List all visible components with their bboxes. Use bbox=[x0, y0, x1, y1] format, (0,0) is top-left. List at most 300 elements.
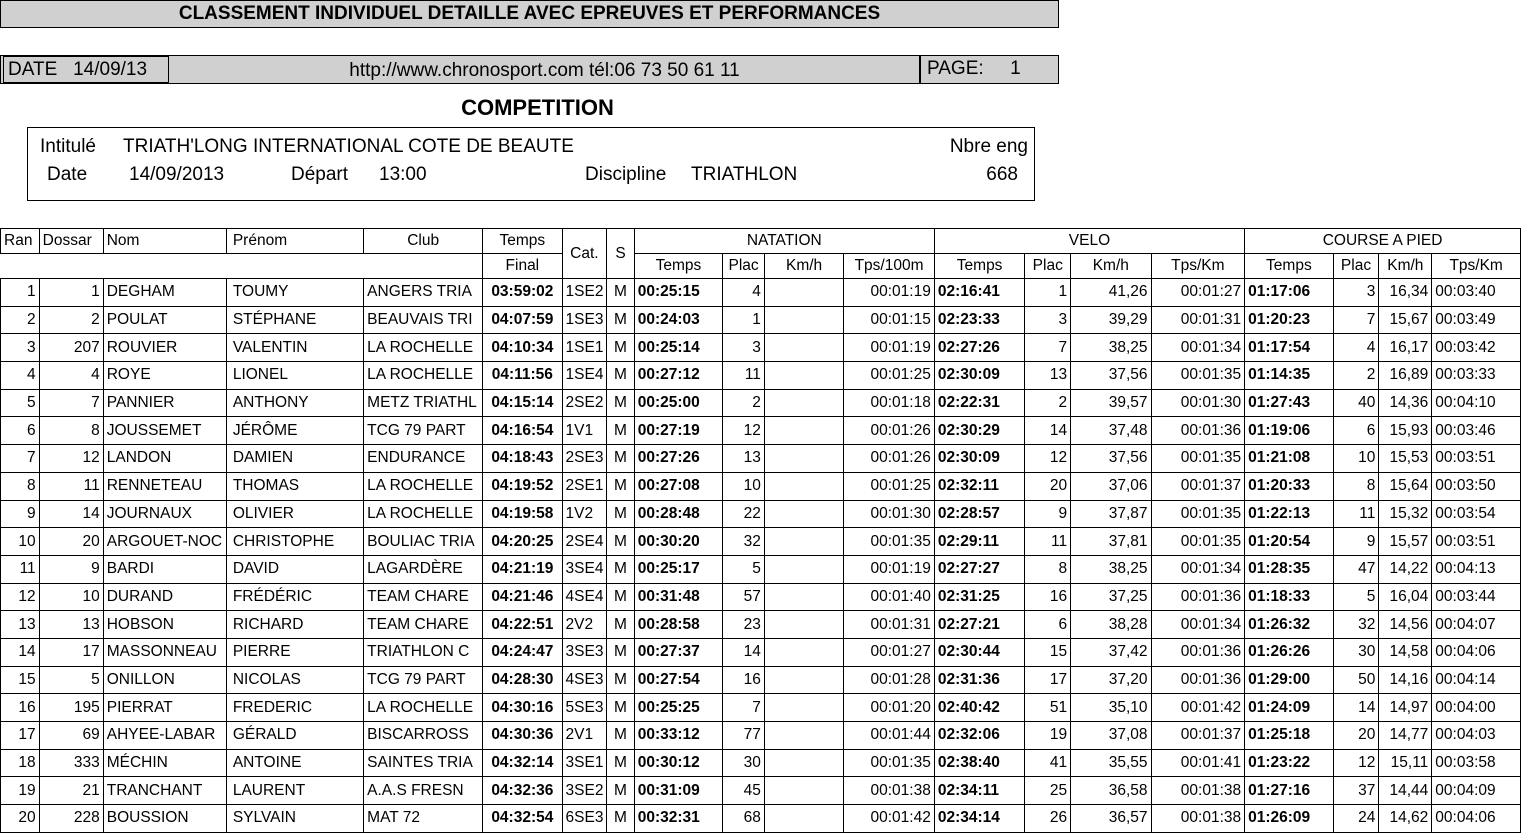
cell-velo-place: 7 bbox=[1025, 334, 1071, 362]
cell-club: TCG 79 PART bbox=[364, 417, 483, 445]
cell-natation-place: 11 bbox=[723, 362, 765, 390]
cell-course-tpskm: 00:03:44 bbox=[1432, 583, 1521, 611]
cell-velo-temps: 02:30:44 bbox=[934, 638, 1025, 666]
cell-rank: 18 bbox=[1, 749, 40, 777]
cell-course-temps: 01:25:18 bbox=[1245, 722, 1334, 750]
cell-temps-final: 03:59:02 bbox=[483, 279, 562, 307]
table-row bbox=[1, 279, 1521, 307]
cell-course-temps: 01:18:33 bbox=[1245, 583, 1334, 611]
cell-course-tpskm: 00:03:50 bbox=[1432, 472, 1521, 500]
cell-natation-kmh bbox=[764, 777, 843, 805]
cell-velo-place: 13 bbox=[1025, 362, 1071, 390]
cell-natation-temps: 00:25:00 bbox=[634, 389, 723, 417]
cell-club: METZ TRIATHL bbox=[364, 389, 483, 417]
cell-prenom: LIONEL bbox=[226, 362, 363, 390]
cell-natation-kmh bbox=[764, 528, 843, 556]
cell-prenom: CHRISTOPHE bbox=[226, 528, 363, 556]
cell-sexe: M bbox=[607, 805, 634, 833]
cell-natation-place: 1 bbox=[723, 306, 765, 334]
cell-velo-tpskm: 00:01:37 bbox=[1151, 722, 1245, 750]
cell-categorie: 2V1 bbox=[562, 722, 607, 750]
date-value: 14/09/2013 bbox=[129, 164, 225, 185]
cell-natation-kmh bbox=[764, 445, 843, 473]
cell-nom: ROYE bbox=[103, 362, 226, 390]
cell-velo-place: 9 bbox=[1025, 500, 1071, 528]
cell-nom: AHYEE-LABAR bbox=[103, 722, 226, 750]
cell-sexe: M bbox=[607, 611, 634, 639]
cell-rank: 3 bbox=[1, 334, 40, 362]
cell-course-kmh: 16,89 bbox=[1379, 362, 1432, 390]
cell-club: TCG 79 PART bbox=[364, 666, 483, 694]
cell-nom: PANNIER bbox=[103, 389, 226, 417]
cell-course-temps: 01:24:09 bbox=[1245, 694, 1334, 722]
header-club: Club bbox=[364, 229, 483, 254]
cell-course-temps: 01:28:35 bbox=[1245, 555, 1334, 583]
table-row bbox=[1, 389, 1521, 417]
cell-prenom: PIERRE bbox=[226, 638, 363, 666]
competition-box bbox=[27, 127, 1035, 201]
cell-natation-kmh bbox=[764, 500, 843, 528]
cell-velo-place: 8 bbox=[1025, 555, 1071, 583]
cell-natation-kmh bbox=[764, 417, 843, 445]
cell-categorie: 2V2 bbox=[562, 611, 607, 639]
cell-rank: 16 bbox=[1, 694, 40, 722]
cell-natation-tps100m: 00:01:18 bbox=[844, 389, 935, 417]
cell-categorie: 1SE3 bbox=[562, 306, 607, 334]
cell-rank: 11 bbox=[1, 555, 40, 583]
header-natation: NATATION bbox=[634, 229, 934, 254]
cell-prenom: VALENTIN bbox=[226, 334, 363, 362]
cell-course-tpskm: 00:03:51 bbox=[1432, 528, 1521, 556]
cell-course-place: 9 bbox=[1333, 528, 1379, 556]
cell-velo-place: 20 bbox=[1025, 472, 1071, 500]
cell-course-kmh: 16,04 bbox=[1379, 583, 1432, 611]
cell-sexe: M bbox=[607, 694, 634, 722]
cell-course-kmh: 14,62 bbox=[1379, 805, 1432, 833]
cell-velo-temps: 02:27:21 bbox=[934, 611, 1025, 639]
cell-course-kmh: 15,11 bbox=[1379, 749, 1432, 777]
cell-velo-kmh: 36,57 bbox=[1071, 805, 1151, 833]
cell-categorie: 1SE2 bbox=[562, 279, 607, 307]
cell-natation-tps100m: 00:01:19 bbox=[844, 555, 935, 583]
cell-club: TRIATHLON C bbox=[364, 638, 483, 666]
cell-nom: DEGHAM bbox=[103, 279, 226, 307]
cell-temps-final: 04:18:43 bbox=[483, 445, 562, 473]
results-table bbox=[0, 228, 1521, 833]
cell-natation-temps: 00:28:58 bbox=[634, 611, 723, 639]
cell-course-kmh: 14,97 bbox=[1379, 694, 1432, 722]
cell-club: ANGERS TRIA bbox=[364, 279, 483, 307]
cell-sexe: M bbox=[607, 334, 634, 362]
cell-natation-place: 7 bbox=[723, 694, 765, 722]
header-prenom: Prénom bbox=[226, 229, 363, 254]
cell-prenom: GÉRALD bbox=[226, 722, 363, 750]
cell-temps-final: 04:32:14 bbox=[483, 749, 562, 777]
cell-nom: ONILLON bbox=[103, 666, 226, 694]
info-bar bbox=[0, 55, 1059, 84]
cell-velo-place: 15 bbox=[1025, 638, 1071, 666]
cell-natation-temps: 00:28:48 bbox=[634, 500, 723, 528]
cell-categorie: 2SE4 bbox=[562, 528, 607, 556]
cell-dossard: 69 bbox=[39, 722, 103, 750]
nbre-eng-value: 668 bbox=[986, 164, 1018, 185]
cell-natation-temps: 00:27:12 bbox=[634, 362, 723, 390]
cell-course-temps: 01:20:54 bbox=[1245, 528, 1334, 556]
cell-prenom: ANTHONY bbox=[226, 389, 363, 417]
table-row bbox=[1, 500, 1521, 528]
depart-label: Départ bbox=[291, 164, 349, 185]
cell-velo-kmh: 37,42 bbox=[1071, 638, 1151, 666]
discipline-value: TRIATHLON bbox=[691, 164, 798, 185]
cell-sexe: M bbox=[607, 638, 634, 666]
cell-dossard: 10 bbox=[39, 583, 103, 611]
table-row bbox=[1, 445, 1521, 473]
cell-velo-kmh: 41,26 bbox=[1071, 279, 1151, 307]
cell-course-tpskm: 00:04:07 bbox=[1432, 611, 1521, 639]
cell-natation-place: 16 bbox=[723, 666, 765, 694]
cell-club: BISCARROSS bbox=[364, 722, 483, 750]
cell-velo-temps: 02:32:06 bbox=[934, 722, 1025, 750]
cell-temps-final: 04:32:54 bbox=[483, 805, 562, 833]
cell-categorie: 2SE2 bbox=[562, 389, 607, 417]
cell-course-temps: 01:14:35 bbox=[1245, 362, 1334, 390]
cell-velo-place: 12 bbox=[1025, 445, 1071, 473]
cell-natation-kmh bbox=[764, 555, 843, 583]
cell-velo-kmh: 37,56 bbox=[1071, 445, 1151, 473]
cell-temps-final: 04:11:56 bbox=[483, 362, 562, 390]
cell-nom: JOUSSEMET bbox=[103, 417, 226, 445]
table-row bbox=[1, 555, 1521, 583]
cell-velo-kmh: 37,48 bbox=[1071, 417, 1151, 445]
header-cat: Cat. bbox=[562, 229, 607, 279]
cell-sexe: M bbox=[607, 749, 634, 777]
table-row bbox=[1, 334, 1521, 362]
header-nat-tps: Tps/100m bbox=[844, 254, 935, 279]
cell-velo-tpskm: 00:01:35 bbox=[1151, 362, 1245, 390]
header-velo-kmh: Km/h bbox=[1071, 254, 1151, 279]
cell-natation-place: 77 bbox=[723, 722, 765, 750]
cell-sexe: M bbox=[607, 445, 634, 473]
cell-natation-kmh bbox=[764, 583, 843, 611]
table-row bbox=[1, 666, 1521, 694]
cell-course-temps: 01:17:54 bbox=[1245, 334, 1334, 362]
cell-course-kmh: 14,36 bbox=[1379, 389, 1432, 417]
competition-heading: COMPETITION bbox=[461, 95, 614, 120]
cell-velo-temps: 02:30:09 bbox=[934, 362, 1025, 390]
cell-course-tpskm: 00:04:09 bbox=[1432, 777, 1521, 805]
header-nat-plac: Plac bbox=[723, 254, 765, 279]
cell-sexe: M bbox=[607, 389, 634, 417]
cell-rank: 20 bbox=[1, 805, 40, 833]
cell-velo-temps: 02:27:26 bbox=[934, 334, 1025, 362]
cell-rank: 1 bbox=[1, 279, 40, 307]
cell-course-place: 4 bbox=[1333, 334, 1379, 362]
cell-natation-tps100m: 00:01:28 bbox=[844, 666, 935, 694]
cell-club: SAINTES TRIA bbox=[364, 749, 483, 777]
cell-course-tpskm: 00:03:58 bbox=[1432, 749, 1521, 777]
cell-prenom: STÉPHANE bbox=[226, 306, 363, 334]
cell-rank: 5 bbox=[1, 389, 40, 417]
cell-natation-place: 45 bbox=[723, 777, 765, 805]
cell-club: TEAM CHARE bbox=[364, 611, 483, 639]
cell-sexe: M bbox=[607, 528, 634, 556]
header-nat-temps: Temps bbox=[634, 254, 723, 279]
cell-categorie: 1V1 bbox=[562, 417, 607, 445]
cell-dossard: 21 bbox=[39, 777, 103, 805]
results-body bbox=[1, 279, 1521, 833]
cell-course-kmh: 15,67 bbox=[1379, 306, 1432, 334]
table-row bbox=[1, 638, 1521, 666]
cell-course-tpskm: 00:04:14 bbox=[1432, 666, 1521, 694]
cell-velo-temps: 02:38:40 bbox=[934, 749, 1025, 777]
cell-nom: ARGOUET-NOC bbox=[103, 528, 226, 556]
cell-temps-final: 04:30:16 bbox=[483, 694, 562, 722]
cell-natation-place: 5 bbox=[723, 555, 765, 583]
cell-natation-place: 30 bbox=[723, 749, 765, 777]
cell-velo-tpskm: 00:01:27 bbox=[1151, 279, 1245, 307]
cell-natation-kmh bbox=[764, 611, 843, 639]
cell-categorie: 3SE1 bbox=[562, 749, 607, 777]
cell-natation-temps: 00:25:15 bbox=[634, 279, 723, 307]
cell-natation-tps100m: 00:01:19 bbox=[844, 334, 935, 362]
cell-natation-tps100m: 00:01:31 bbox=[844, 611, 935, 639]
cell-prenom: FREDERIC bbox=[226, 694, 363, 722]
cell-velo-kmh: 38,25 bbox=[1071, 334, 1151, 362]
cell-velo-tpskm: 00:01:34 bbox=[1151, 555, 1245, 583]
cell-categorie: 5SE3 bbox=[562, 694, 607, 722]
cell-club: LA ROCHELLE bbox=[364, 472, 483, 500]
cell-sexe: M bbox=[607, 722, 634, 750]
cell-natation-temps: 00:27:08 bbox=[634, 472, 723, 500]
cell-natation-tps100m: 00:01:35 bbox=[844, 749, 935, 777]
header-sex: S bbox=[607, 229, 634, 279]
cell-velo-place: 25 bbox=[1025, 777, 1071, 805]
cell-club: BOULIAC TRIA bbox=[364, 528, 483, 556]
cell-dossard: 228 bbox=[39, 805, 103, 833]
cell-categorie: 1SE1 bbox=[562, 334, 607, 362]
cell-temps-final: 04:15:14 bbox=[483, 389, 562, 417]
cell-velo-tpskm: 00:01:41 bbox=[1151, 749, 1245, 777]
cell-course-tpskm: 00:03:40 bbox=[1432, 279, 1521, 307]
cell-velo-kmh: 36,58 bbox=[1071, 777, 1151, 805]
cell-velo-tpskm: 00:01:35 bbox=[1151, 500, 1245, 528]
cell-prenom: ANTOINE bbox=[226, 749, 363, 777]
cell-prenom: FRÉDÉRIC bbox=[226, 583, 363, 611]
cell-velo-temps: 02:27:27 bbox=[934, 555, 1025, 583]
cell-prenom: SYLVAIN bbox=[226, 805, 363, 833]
header-cap-kmh: Km/h bbox=[1379, 254, 1432, 279]
cell-temps-final: 04:20:25 bbox=[483, 528, 562, 556]
cell-prenom: LAURENT bbox=[226, 777, 363, 805]
cell-sexe: M bbox=[607, 417, 634, 445]
cell-rank: 6 bbox=[1, 417, 40, 445]
cell-course-tpskm: 00:04:06 bbox=[1432, 638, 1521, 666]
cell-prenom: OLIVIER bbox=[226, 500, 363, 528]
cell-natation-place: 12 bbox=[723, 417, 765, 445]
cell-velo-place: 16 bbox=[1025, 583, 1071, 611]
table-row bbox=[1, 417, 1521, 445]
cell-natation-tps100m: 00:01:42 bbox=[844, 805, 935, 833]
cell-velo-kmh: 37,87 bbox=[1071, 500, 1151, 528]
cell-sexe: M bbox=[607, 279, 634, 307]
cell-nom: RENNETEAU bbox=[103, 472, 226, 500]
cell-natation-kmh bbox=[764, 334, 843, 362]
cell-course-tpskm: 00:03:49 bbox=[1432, 306, 1521, 334]
cell-sexe: M bbox=[607, 362, 634, 390]
report-title: CLASSEMENT INDIVIDUEL DETAILLE AVEC EPREUVES ET PERFORMANCES bbox=[0, 0, 1059, 28]
cell-categorie: 3SE2 bbox=[562, 777, 607, 805]
table-row bbox=[1, 583, 1521, 611]
cell-course-place: 10 bbox=[1333, 445, 1379, 473]
cell-velo-kmh: 38,28 bbox=[1071, 611, 1151, 639]
cell-dossard: 195 bbox=[39, 694, 103, 722]
cell-course-place: 24 bbox=[1333, 805, 1379, 833]
cell-velo-kmh: 37,25 bbox=[1071, 583, 1151, 611]
header-final: Final bbox=[483, 254, 562, 279]
cell-club: LA ROCHELLE bbox=[364, 334, 483, 362]
cell-course-tpskm: 00:03:42 bbox=[1432, 334, 1521, 362]
cell-natation-temps: 00:27:26 bbox=[634, 445, 723, 473]
cell-nom: JOURNAUX bbox=[103, 500, 226, 528]
cell-velo-tpskm: 00:01:36 bbox=[1151, 666, 1245, 694]
table-row bbox=[1, 611, 1521, 639]
header-dossard: Dossar bbox=[39, 229, 103, 254]
cell-velo-temps: 02:29:11 bbox=[934, 528, 1025, 556]
cell-velo-temps: 02:31:36 bbox=[934, 666, 1025, 694]
cell-velo-kmh: 37,08 bbox=[1071, 722, 1151, 750]
cell-nom: LANDON bbox=[103, 445, 226, 473]
cell-course-temps: 01:26:32 bbox=[1245, 611, 1334, 639]
cell-dossard: 14 bbox=[39, 500, 103, 528]
cell-natation-tps100m: 00:01:15 bbox=[844, 306, 935, 334]
cell-velo-tpskm: 00:01:35 bbox=[1151, 528, 1245, 556]
cell-natation-temps: 00:30:20 bbox=[634, 528, 723, 556]
cell-categorie: 3SE4 bbox=[562, 555, 607, 583]
cell-natation-temps: 00:27:37 bbox=[634, 638, 723, 666]
header-velo-temps: Temps bbox=[934, 254, 1025, 279]
cell-dossard: 8 bbox=[39, 417, 103, 445]
cell-club: LAGARDÈRE bbox=[364, 555, 483, 583]
page-label: PAGE: bbox=[927, 58, 984, 79]
cell-course-place: 5 bbox=[1333, 583, 1379, 611]
cell-course-kmh: 16,34 bbox=[1379, 279, 1432, 307]
cell-natation-place: 14 bbox=[723, 638, 765, 666]
header-velo: VELO bbox=[934, 229, 1244, 254]
cell-course-tpskm: 00:04:10 bbox=[1432, 389, 1521, 417]
cell-course-temps: 01:26:09 bbox=[1245, 805, 1334, 833]
cell-sexe: M bbox=[607, 666, 634, 694]
cell-natation-kmh bbox=[764, 472, 843, 500]
cell-course-kmh: 14,77 bbox=[1379, 722, 1432, 750]
intitule-value: TRIATH'LONG INTERNATIONAL COTE DE BEAUTE bbox=[123, 136, 574, 157]
cell-velo-temps: 02:23:33 bbox=[934, 306, 1025, 334]
cell-natation-temps: 00:27:54 bbox=[634, 666, 723, 694]
cell-nom: MÉCHIN bbox=[103, 749, 226, 777]
cell-natation-place: 32 bbox=[723, 528, 765, 556]
cell-velo-tpskm: 00:01:36 bbox=[1151, 638, 1245, 666]
cell-velo-kmh: 35,10 bbox=[1071, 694, 1151, 722]
table-row bbox=[1, 472, 1521, 500]
cell-nom: ROUVIER bbox=[103, 334, 226, 362]
cell-natation-kmh bbox=[764, 279, 843, 307]
cell-rank: 17 bbox=[1, 722, 40, 750]
cell-temps-final: 04:10:34 bbox=[483, 334, 562, 362]
cell-temps-final: 04:16:54 bbox=[483, 417, 562, 445]
cell-club: ENDURANCE bbox=[364, 445, 483, 473]
cell-sexe: M bbox=[607, 555, 634, 583]
cell-velo-kmh: 37,20 bbox=[1071, 666, 1151, 694]
date-label: DATE bbox=[8, 59, 58, 80]
cell-velo-place: 2 bbox=[1025, 389, 1071, 417]
cell-velo-tpskm: 00:01:34 bbox=[1151, 334, 1245, 362]
cell-course-tpskm: 00:04:00 bbox=[1432, 694, 1521, 722]
cell-natation-tps100m: 00:01:38 bbox=[844, 777, 935, 805]
cell-velo-place: 26 bbox=[1025, 805, 1071, 833]
cell-rank: 10 bbox=[1, 528, 40, 556]
cell-course-place: 6 bbox=[1333, 417, 1379, 445]
cell-natation-temps: 00:25:25 bbox=[634, 694, 723, 722]
cell-natation-place: 57 bbox=[723, 583, 765, 611]
cell-course-place: 3 bbox=[1333, 279, 1379, 307]
cell-course-temps: 01:20:33 bbox=[1245, 472, 1334, 500]
header-nom: Nom bbox=[103, 229, 226, 254]
cell-natation-kmh bbox=[764, 805, 843, 833]
cell-velo-kmh: 39,57 bbox=[1071, 389, 1151, 417]
cell-dossard: 20 bbox=[39, 528, 103, 556]
cell-rank: 14 bbox=[1, 638, 40, 666]
header-cap-temps: Temps bbox=[1245, 254, 1334, 279]
cell-categorie: 4SE4 bbox=[562, 583, 607, 611]
table-row bbox=[1, 528, 1521, 556]
cell-categorie: 1SE4 bbox=[562, 362, 607, 390]
cell-course-temps: 01:23:22 bbox=[1245, 749, 1334, 777]
cell-course-kmh: 14,58 bbox=[1379, 638, 1432, 666]
cell-course-kmh: 14,56 bbox=[1379, 611, 1432, 639]
cell-dossard: 11 bbox=[39, 472, 103, 500]
cell-course-place: 32 bbox=[1333, 611, 1379, 639]
cell-rank: 15 bbox=[1, 666, 40, 694]
cell-nom: BARDI bbox=[103, 555, 226, 583]
cell-velo-place: 3 bbox=[1025, 306, 1071, 334]
cell-natation-temps: 00:33:12 bbox=[634, 722, 723, 750]
cell-categorie: 4SE3 bbox=[562, 666, 607, 694]
cell-course-place: 20 bbox=[1333, 722, 1379, 750]
header-rank: Ran bbox=[1, 229, 40, 254]
cell-velo-tpskm: 00:01:37 bbox=[1151, 472, 1245, 500]
cell-velo-place: 14 bbox=[1025, 417, 1071, 445]
cell-temps-final: 04:22:51 bbox=[483, 611, 562, 639]
cell-natation-place: 10 bbox=[723, 472, 765, 500]
cell-course-kmh: 14,16 bbox=[1379, 666, 1432, 694]
cell-natation-kmh bbox=[764, 694, 843, 722]
cell-prenom: DAMIEN bbox=[226, 445, 363, 473]
cell-rank: 12 bbox=[1, 583, 40, 611]
cell-club: LA ROCHELLE bbox=[364, 362, 483, 390]
cell-prenom: TOUMY bbox=[226, 279, 363, 307]
cell-temps-final: 04:19:58 bbox=[483, 500, 562, 528]
header-nat-kmh: Km/h bbox=[764, 254, 843, 279]
cell-course-kmh: 15,32 bbox=[1379, 500, 1432, 528]
cell-velo-tpskm: 00:01:35 bbox=[1151, 445, 1245, 473]
cell-natation-place: 13 bbox=[723, 445, 765, 473]
cell-temps-final: 04:21:46 bbox=[483, 583, 562, 611]
cell-club: LA ROCHELLE bbox=[364, 694, 483, 722]
page-box bbox=[919, 56, 1058, 83]
cell-course-kmh: 15,57 bbox=[1379, 528, 1432, 556]
cell-natation-temps: 00:31:48 bbox=[634, 583, 723, 611]
cell-categorie: 1V2 bbox=[562, 500, 607, 528]
cell-course-place: 12 bbox=[1333, 749, 1379, 777]
